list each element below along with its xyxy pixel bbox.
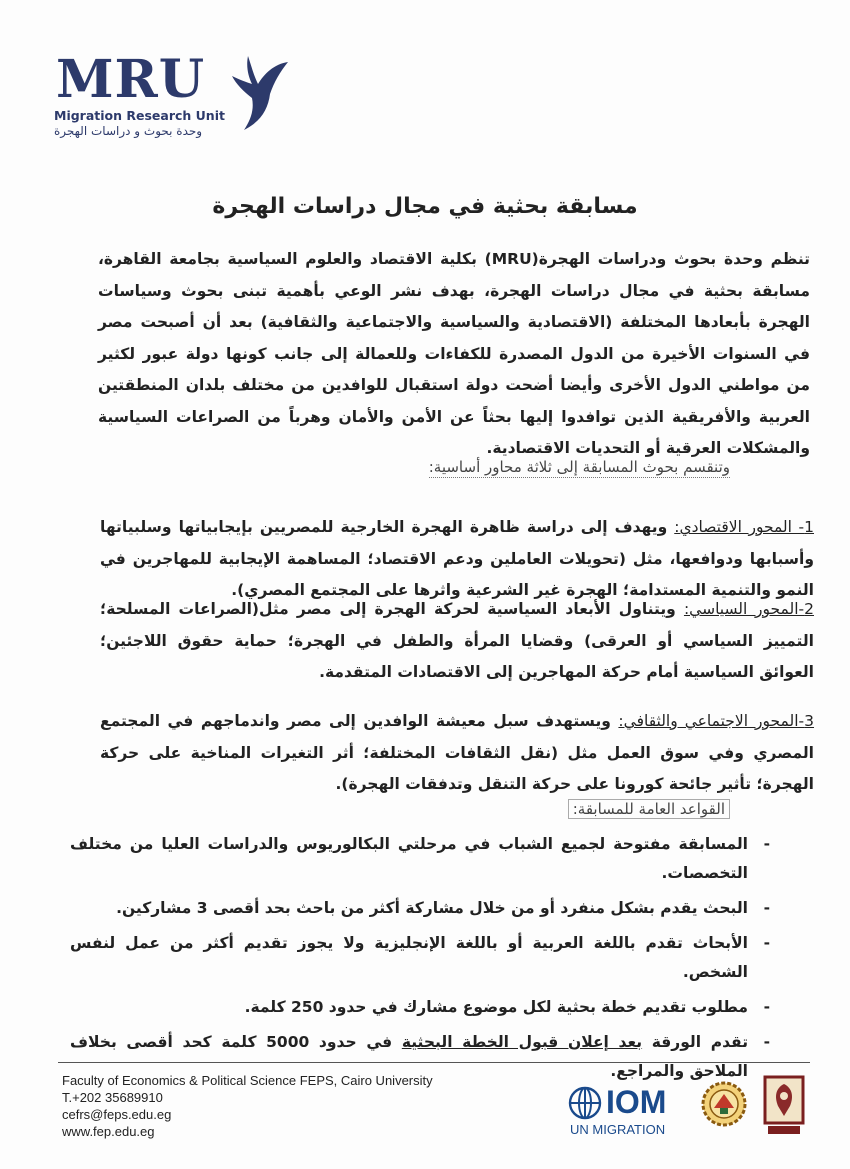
- rules-heading-text: القواعد العامة للمسابقة:: [568, 799, 730, 819]
- list-item: - مطلوب تقديم خطة بحثية لكل موضوع مشارك في حدود 250 كلمة.: [244, 998, 770, 1016]
- list-item: - الأبحاث تقدم باللغة العربية أو باللغة الإنجليزية ولا يجوز تقديم أكثر من عمل لنفس الشخص.: [70, 934, 770, 981]
- iom-wordmark: IOM: [606, 1084, 667, 1120]
- logo-arabic-name: وحدة بحوث و دراسات الهجرة: [54, 124, 203, 138]
- axis-political-title: 2-المحور السياسي:: [683, 600, 814, 618]
- axis-political-body: ويتناول الأبعاد السياسية لحركة الهجرة إلى مصر مثل(الصراعات المسلحة؛ التمييز السياسي أو العرقى) وقضايا المرأة والطفل في الهجرة؛ حماية حقوق اللاجئين؛ العوائق السياسية أمام حركة المهاجرين إلى الاقتصادات المتقدمة.: [100, 600, 814, 681]
- axis-political: [100, 594, 814, 689]
- gear-seal-icon: [700, 1076, 748, 1136]
- mru-logo: [52, 49, 292, 142]
- footer-phone: T.+202 35689910: [62, 1090, 163, 1105]
- axis-economic-body: ويهدف إلى دراسة ظاهرة الهجرة الخارجية للمصريين بإيجابياتها وسلبياتها وأسبابها ودوافعها، مثل (تحويلات العاملين ودعم الاقتصاد؛ المساهمة الإيجابية للمهاجرين في النمو والتنمية المستدامة؛ الهجرة غير الشرعية واثرها على المجتمع المصري).: [100, 518, 814, 599]
- footer-website: www.fep.edu.eg: [62, 1124, 155, 1139]
- rules-list: [70, 830, 770, 1092]
- axis-economic: [100, 512, 814, 607]
- university-seal-icon: [762, 1074, 806, 1138]
- axis-economic-title: 1- المحور الاقتصادي:: [674, 518, 814, 536]
- logo-english-name: Migration Research Unit: [54, 108, 225, 123]
- logo-mark: MRU: [56, 49, 206, 110]
- rules-heading: [568, 800, 730, 818]
- footer-contact: [62, 1072, 433, 1140]
- footer-email: cefrs@feps.edu.eg: [62, 1107, 172, 1122]
- footer-divider: [58, 1062, 810, 1063]
- un-globe-icon: [568, 1086, 602, 1120]
- axis-social-title: 3-المحور الاجتماعي والثقافي:: [618, 712, 815, 730]
- axis-social-cultural: [100, 706, 814, 801]
- bird-icon: [230, 54, 292, 132]
- list-item: - البحث يقدم بشكل منفرد أو من خلال مشاركة أكثر من باحث بحد أقصى 3 مشاركين.: [116, 899, 770, 917]
- axes-heading: وتنقسم بحوث المسابقة إلى ثلاثة محاور أساسية:: [428, 458, 730, 476]
- list-item: - المسابقة مفتوحة لجميع الشباب في مرحلتي البكالوريوس والدراسات العليا من مختلف التخصصات.: [70, 835, 770, 882]
- list-item: - تقدم الورقة بعد إعلان قبول الخطة البحثية في حدود 5000 كلمة كحد أقصى بخلاف الملاحق والمراجع.: [70, 1033, 770, 1080]
- axis-social-body: ويستهدف سبل معيشة الوافدين إلى مصر واندماجهم في المجتمع المصري وفي سوق العمل مثل (نقل الثقافات المختلفة؛ أثر التغيرات المناخية على حركة الهجرة؛ تأثير جائحة كورونا على حركة التنقل وتدفقات الهجرة).: [100, 712, 814, 793]
- iom-logo: [568, 1082, 688, 1138]
- iom-subtitle: UN MIGRATION: [570, 1122, 666, 1137]
- footer-faculty: Faculty of Economics & Political Science FEPS, Cairo University: [62, 1073, 433, 1088]
- intro-paragraph: تنظم وحدة بحوث ودراسات الهجرة(MRU) بكلية الاقتصاد والعلوم السياسية بجامعة القاهرة، مسابقة بحثية في مجال دراسات الهجرة، بهدف نشر الوعي بأهمية تبنى بحوث وسياسات الهجرة بأبعادها المختلفة (الاقتصادية والسياسية والاجتماعية والثقافية) بعد أن أصبحت مصر في السنوات الأخيرة من الدول المصدرة للكفاءات وللعمالة إلى جانب كونها دولة عبور لكثير من مواطني الدول الأخرى وأيضا أضحت دولة استقبال للوافدين من مختلف بلدان المنطقتين العربية والأفريقية الذين توافدوا إليها بحثاً عن الأمن والأمان وهرباً من الصراعات السياسية والمشكلات العرقية أو التحديات الاقتصادية.: [98, 250, 810, 457]
- page-title: مسابقة بحثية في مجال دراسات الهجرة: [212, 194, 638, 219]
- underlined-phrase: بعد إعلان قبول الخطة البحثية: [401, 1033, 643, 1051]
